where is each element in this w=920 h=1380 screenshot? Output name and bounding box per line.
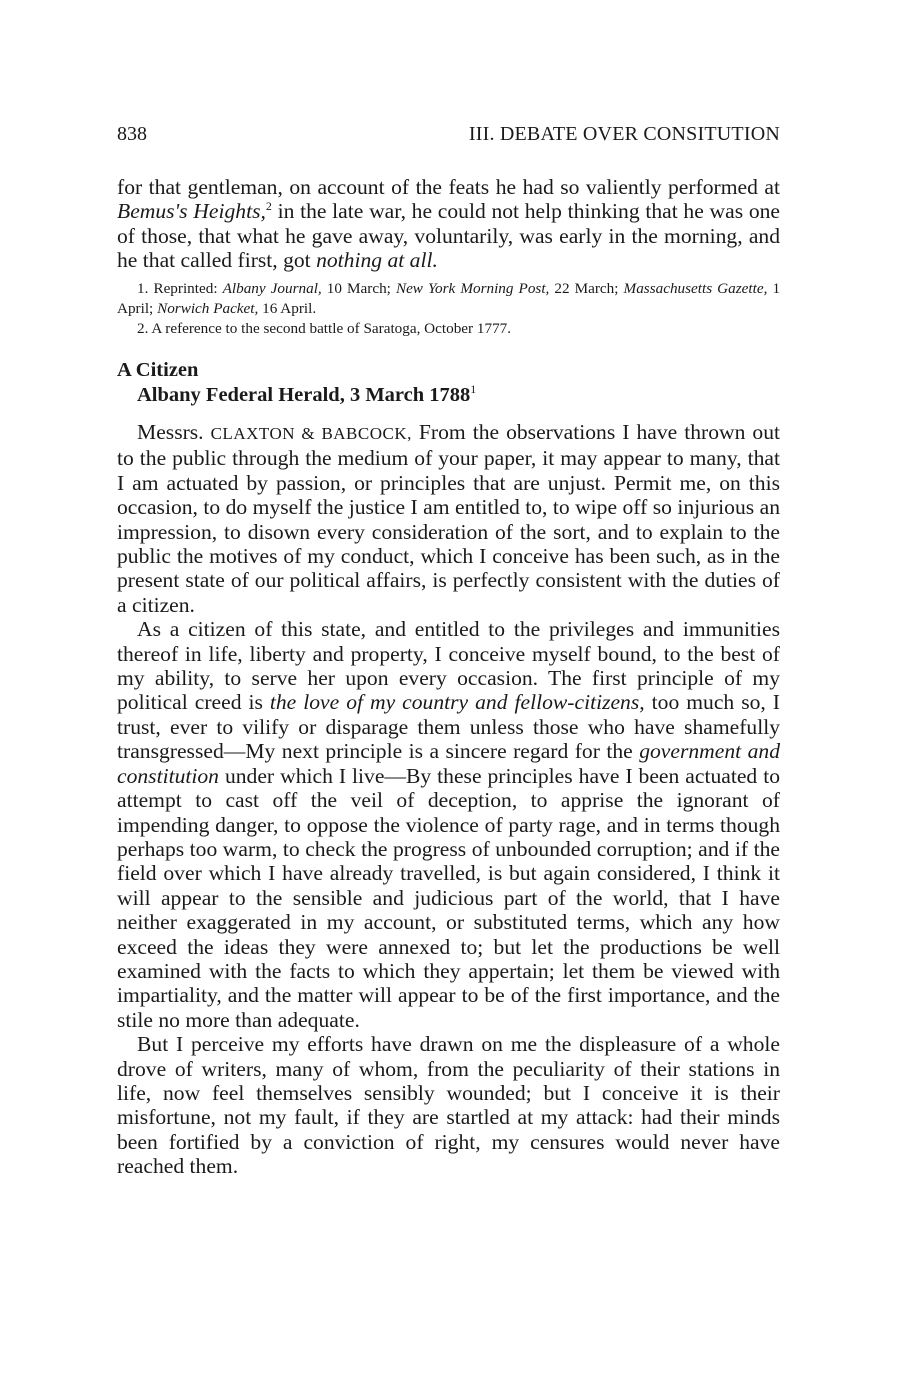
continued-paragraph <box>117 175 780 273</box>
paragraph-1 <box>117 420 780 617</box>
page-number: 838 <box>117 123 147 145</box>
publication-title: New York Morning Post, <box>395 280 550 297</box>
footnotes <box>117 279 780 339</box>
publication-title: Norwich Packet, <box>157 300 259 317</box>
text-run: 10 March; <box>321 280 396 297</box>
article-title: A Citizen <box>117 359 199 381</box>
text-run: As a citizen of this state, and entitled to the privileges and immunities thereof in life, liberty and property, I conceive myself bound, to the best of my ability, to serve her upon every occasion. The first principle of my political creed is <box>117 617 780 715</box>
article-heading <box>117 358 780 408</box>
text-run: under which I live—By these principles have I been actuated to attempt to cast off the veil of deception, to apprise the ignorant of impending danger, to oppose the violence of party rage, and in terms though perhaps too warm, to check the progress of unbounded corruption; and if the field over which I have already travelled, is but again considered, I think it will appear to the sensible and judicious part of the world, that I have neither exaggerated in my account, or substituted terms, which any how exceed the ideas they were annexed to; but let the productions be well examined with the facts to which they appertain; let them be viewed with impartiality, and the matter will appear to be of the first importance, and the stile no more than adequate. <box>117 763 780 1032</box>
addressee-names: CLAXTON & BABCOCK, <box>210 424 412 443</box>
emphasis: nothing at all. <box>316 248 438 273</box>
text-run: 16 April. <box>258 300 317 317</box>
place-name: Bemus's Heights, <box>117 199 266 224</box>
text-run: 1 April; <box>117 280 781 317</box>
footnote-1 <box>117 279 780 319</box>
emphasis: the love of my country and fellow-citizens, <box>269 690 645 715</box>
text-run: Messrs. <box>137 420 211 444</box>
paragraph-3: But I perceive my efforts have drawn on me the displeasure of a whole drove of writers, many of whom, from the peculiarity of their stations in life, now feel themselves sensibly wounded; but I conceive it is their misfortune, not my fault, if they are startled at my attack: had their minds been fortified by a conviction of right, my censures would never have reached them. <box>117 1032 780 1179</box>
text-run: 1. Reprinted: <box>137 280 223 297</box>
text-run: too much so, I trust, ever to vilify or disparage them unless those who have shamefully transgressed—My next principle is a sincere regard for the <box>117 690 780 764</box>
paragraph-2 <box>117 617 780 1032</box>
article-source <box>117 383 780 408</box>
footnote-ref: 1 <box>470 382 477 397</box>
publication-title: Massachusetts Gazette, <box>623 280 768 297</box>
article-body <box>117 420 780 1179</box>
text-run: From the observations I have thrown out to the public through the medium of your paper, it may appear to many, that I am actuated by passion, or principles that are unjust. Permit me, on this occasion, to do myself the justice I am entitled to, to wipe off so injurious an impression, to disown every consideration of the sort, and to explain to the public the motives of my conduct, which I conceive has been such, as in the present state of our political affairs, is perfectly consistent with the duties of a citizen. <box>117 420 780 617</box>
section-title-text: III. DEBATE OVER CONSITUTION <box>468 123 780 145</box>
footnote-2: 2. A reference to the second battle of Saratoga, October 1777. <box>137 320 512 337</box>
running-head <box>117 123 780 146</box>
emphasis: government and constitution <box>117 739 780 788</box>
footnote-ref: 2 <box>265 199 272 214</box>
source-text: Albany Federal Herald, 3 March 1788 <box>137 384 471 406</box>
text-run: for that gentleman, on account of the feats he had so valiently performed at <box>117 175 780 199</box>
publication-title: Albany Journal, <box>222 280 322 297</box>
text-run: 22 March; <box>549 280 624 297</box>
text-run: in the late war, he could not help thinking that he was one of those, that what he gave away, voluntarily, was early in the morning, and he that called first, got <box>117 199 780 273</box>
section-title <box>469 123 780 146</box>
